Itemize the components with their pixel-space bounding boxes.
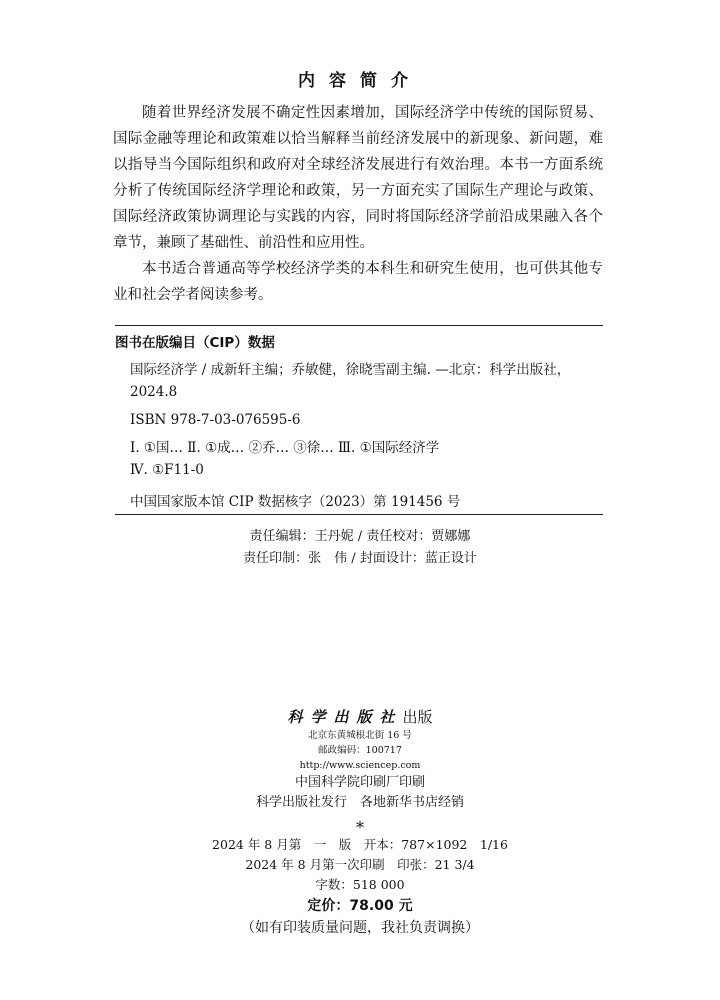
- publisher-name-suffix: 出版: [402, 708, 433, 726]
- publisher-postcode: 邮政编码：100717: [318, 745, 402, 756]
- staff-line-1: 责任编辑：王丹妮 / 责任校对：贾娜娜: [249, 529, 471, 544]
- cip-categories-line-2: Ⅳ. ①F11-0: [130, 462, 204, 478]
- cip-bibliographic-line-2: 2024.8: [130, 384, 178, 400]
- publication-info: [0, 706, 720, 939]
- editorial-staff: [0, 526, 720, 570]
- quality-notice: （如有印装质量问题，我社负责调换）: [241, 920, 479, 936]
- cip-bibliographic-line-1: 国际经济学 / 成新轩主编；乔敏健，徐晓雪副主编. —北京：科学出版社，: [130, 362, 571, 378]
- publisher-address: 北京东黄城根北街 16 号: [308, 730, 412, 741]
- cip-bottom-divider: [115, 514, 603, 515]
- cip-heading: 图书在版编目（CIP）数据: [115, 335, 275, 351]
- cip-categories-line-1: Ⅰ. ①国… Ⅱ. ①成… ②乔… ③徐… Ⅲ. ①国际经济学: [130, 440, 440, 456]
- summary-paragraph-1: 随着世界经济发展不确定性因素增加，国际经济学中传统的国际贸易、国际金融等理论和政策难以恰当解释当前经济发展中的新现象、新问题，难以指导当今国际组织和政府对全球经济发展进行有效治理。本书一方面系统分析了传统国际经济学理论和政策，另一方面充实了国际生产理论与政策、国际经济政策协调理论与实践的内容，同时将国际经济学前沿成果融入各个章节，兼顾了基础性、前沿性和应用性。: [113, 105, 603, 251]
- publisher-logo-text: 科学出版社: [287, 708, 403, 726]
- cip-data-block: [115, 331, 603, 513]
- cip-record-number: 中国国家版本馆 CIP 数据核字（2023）第 191456 号: [130, 494, 461, 510]
- publisher-website: http://www.sciencep.com: [299, 760, 421, 771]
- summary-paragraph-2: 本书适合普通高等学校经济学类的本科生和研究生使用，也可供其他专业和社会学者阅读参考。: [113, 261, 603, 303]
- distribution-line: 科学出版社发行 各地新华书店经销: [255, 795, 464, 810]
- content-summary: [113, 100, 603, 308]
- publisher-name: [0, 706, 720, 728]
- printer-line: 中国科学院印刷厂印刷: [294, 775, 425, 790]
- edition-line-1: 2024 年 8 月第 一 版 开本：787×1092 1/16: [212, 837, 508, 852]
- page-title: 内容简介: [298, 71, 422, 91]
- edition-line-2: 2024 年 8 月第一次印刷 印张：21 3/4: [245, 857, 475, 872]
- cip-top-divider: [115, 325, 603, 326]
- cip-isbn: ISBN 978-7-03-076595-6: [130, 412, 301, 428]
- separator-star: *: [356, 818, 364, 837]
- word-count: 字数：518 000: [315, 877, 405, 892]
- price: 定价：78.00 元: [307, 898, 413, 914]
- staff-line-2: 责任印制：张 伟 / 封面设计：蓝正设计: [243, 551, 477, 566]
